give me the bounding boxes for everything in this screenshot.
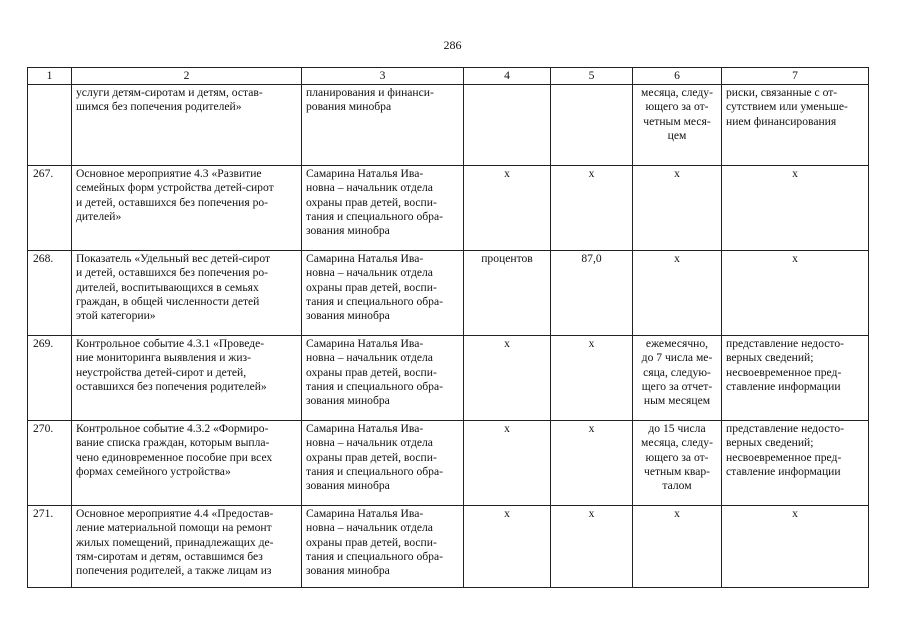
table-row [28,166,869,251]
event-name: услуги детям-сиротам и детям, остав- шимся без попечения родителей» [72,85,302,166]
table-row [28,336,869,421]
unit-of-measure: х [464,166,551,251]
row-number [28,85,72,166]
target-value: 87,0 [551,251,633,336]
responsible-person: Самарина Наталья Ива- новна – начальник отдела охраны прав детей, воспи- тания и специального обра- зования минобра [302,251,464,336]
table-row [28,421,869,506]
reporting-period: х [633,506,722,588]
responsible-person: Самарина Наталья Ива- новна – начальник отдела охраны прав детей, воспи- тания и специального обра- зования минобра [302,421,464,506]
event-name: Показатель «Удельный вес детей-сирот и детей, оставшихся без попечения ро- дителей, воспитывающихся в семьях граждан, в общей численности детей этой категории» [72,251,302,336]
table-row [28,506,869,588]
risks: риски, связанные с от- сутствием или уменьше- нием финансирования [722,85,869,166]
target-value: х [551,506,633,588]
responsible-person: планирования и финанси- рования минобра [302,85,464,166]
column-header-4: 4 [464,68,551,85]
row-number: 268. [28,251,72,336]
risks: х [722,251,869,336]
row-number: 269. [28,336,72,421]
risks: представление недосто- верных сведений; несвоевременное пред- ставление информации [722,336,869,421]
target-value: х [551,421,633,506]
column-header-6: 6 [633,68,722,85]
reporting-period: ежемесячно, до 7 числа ме- сяца, следую- щего за отчет- ным месяцем [633,336,722,421]
risks: представление недосто- верных сведений; несвоевременное пред- ставление информации [722,421,869,506]
event-name: Контрольное событие 4.3.2 «Формиро- вание списка граждан, которым выпла- чено единовременное пособие при всех формах семейного устройства» [72,421,302,506]
header-row [28,68,869,85]
row-number: 270. [28,421,72,506]
unit-of-measure [464,85,551,166]
column-header-2: 2 [72,68,302,85]
table-row [28,251,869,336]
event-name: Основное мероприятие 4.3 «Развитие семейных форм устройства детей-сирот и детей, оставшихся без попечения ро- дителей» [72,166,302,251]
reporting-period: до 15 числа месяца, следу- ющего за от- четным квар- талом [633,421,722,506]
column-header-7: 7 [722,68,869,85]
risks: х [722,166,869,251]
unit-of-measure: х [464,336,551,421]
unit-of-measure: х [464,506,551,588]
row-number: 271. [28,506,72,588]
unit-of-measure: х [464,421,551,506]
reporting-period: х [633,166,722,251]
target-value: х [551,166,633,251]
target-value: х [551,336,633,421]
row-number: 267. [28,166,72,251]
column-header-3: 3 [302,68,464,85]
risks: х [722,506,869,588]
event-name: Основное мероприятие 4.4 «Предостав- ление материальной помощи на ремонт жилых помещений, принадлежащих де- тям-сиротам и детям, оставшимся без попечения родителей, а также лицам из [72,506,302,588]
table-row [28,85,869,166]
column-header-5: 5 [551,68,633,85]
responsible-person: Самарина Наталья Ива- новна – начальник отдела охраны прав детей, воспи- тания и специального обра- зования минобра [302,506,464,588]
unit-of-measure: процентов [464,251,551,336]
page-number: 286 [443,38,462,52]
plan-table [27,67,869,588]
event-name: Контрольное событие 4.3.1 «Проведе- ние мониторинга выявления и жиз- неустройства детей-сирот и детей, оставшихся без попечения родителей» [72,336,302,421]
target-value [551,85,633,166]
column-header-1: 1 [28,68,72,85]
responsible-person: Самарина Наталья Ива- новна – начальник отдела охраны прав детей, воспи- тания и специального обра- зования минобра [302,166,464,251]
reporting-period: месяца, следу- ющего за от- четным меся- цем [633,85,722,166]
responsible-person: Самарина Наталья Ива- новна – начальник отдела охраны прав детей, воспи- тания и специального обра- зования минобра [302,336,464,421]
reporting-period: х [633,251,722,336]
